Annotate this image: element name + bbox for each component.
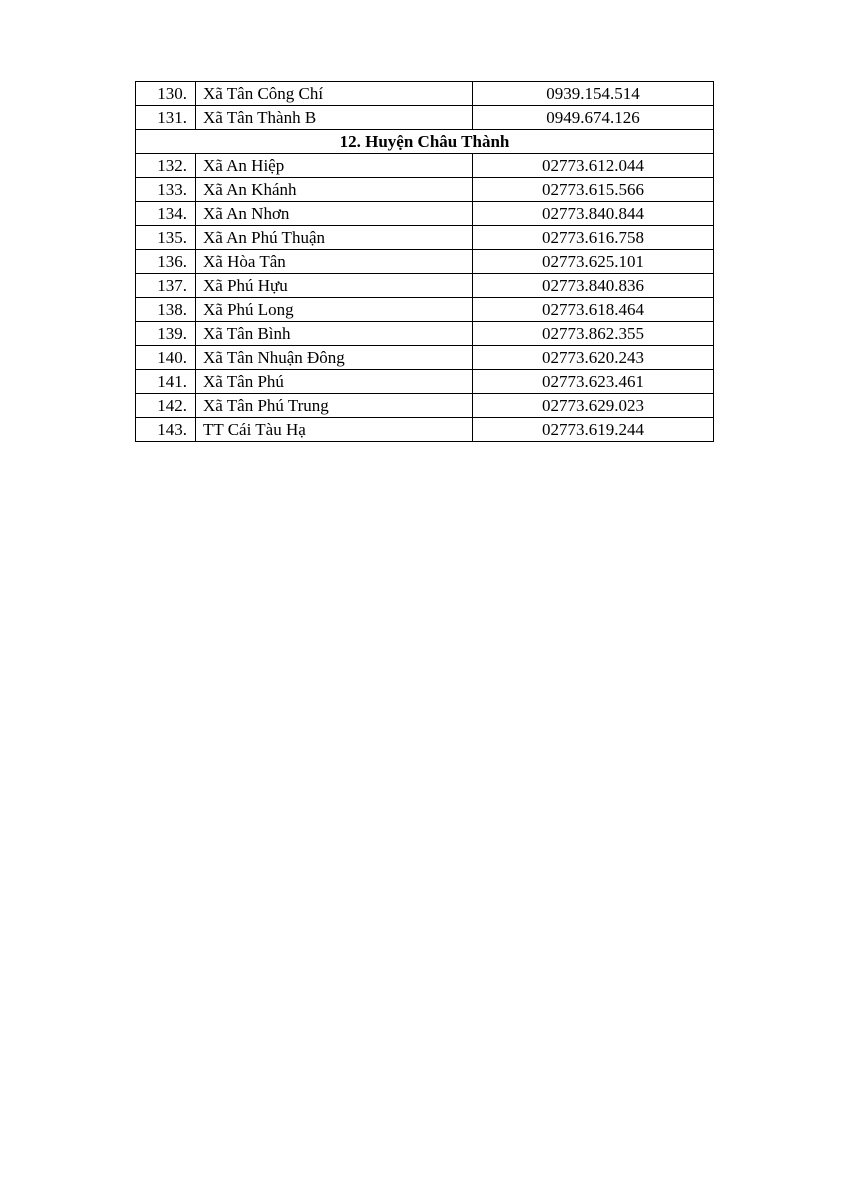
row-number: 133. bbox=[136, 178, 196, 202]
row-number: 132. bbox=[136, 154, 196, 178]
phone-number: 02773.616.758 bbox=[473, 226, 714, 250]
table-row bbox=[136, 178, 714, 202]
table-row bbox=[136, 250, 714, 274]
phone-number: 02773.625.101 bbox=[473, 250, 714, 274]
phone-number: 02773.615.566 bbox=[473, 178, 714, 202]
row-number: 136. bbox=[136, 250, 196, 274]
table-row bbox=[136, 82, 714, 106]
table-row bbox=[136, 106, 714, 130]
commune-name: Xã Tân Công Chí bbox=[196, 82, 473, 106]
phone-number: 02773.623.461 bbox=[473, 370, 714, 394]
row-number: 131. bbox=[136, 106, 196, 130]
phone-number: 02773.620.243 bbox=[473, 346, 714, 370]
table-row bbox=[136, 370, 714, 394]
commune-name: Xã Tân Phú Trung bbox=[196, 394, 473, 418]
commune-name: Xã An Phú Thuận bbox=[196, 226, 473, 250]
commune-name: Xã An Hiệp bbox=[196, 154, 473, 178]
table-row bbox=[136, 394, 714, 418]
table-row bbox=[136, 274, 714, 298]
phone-number: 02773.618.464 bbox=[473, 298, 714, 322]
phone-number: 02773.629.023 bbox=[473, 394, 714, 418]
row-number: 140. bbox=[136, 346, 196, 370]
contact-table bbox=[135, 81, 714, 442]
table-row bbox=[136, 226, 714, 250]
table-row bbox=[136, 154, 714, 178]
commune-name: Xã Hòa Tân bbox=[196, 250, 473, 274]
row-number: 139. bbox=[136, 322, 196, 346]
commune-name: Xã Tân Thành B bbox=[196, 106, 473, 130]
commune-name: Xã An Khánh bbox=[196, 178, 473, 202]
section-heading: 12. Huyện Châu Thành bbox=[136, 130, 714, 154]
phone-number: 0939.154.514 bbox=[473, 82, 714, 106]
row-number: 138. bbox=[136, 298, 196, 322]
section-row bbox=[136, 130, 714, 154]
row-number: 130. bbox=[136, 82, 196, 106]
commune-name: Xã Phú Hựu bbox=[196, 274, 473, 298]
commune-name: Xã Tân Phú bbox=[196, 370, 473, 394]
row-number: 134. bbox=[136, 202, 196, 226]
row-number: 143. bbox=[136, 418, 196, 442]
table-row bbox=[136, 418, 714, 442]
phone-number: 02773.840.836 bbox=[473, 274, 714, 298]
phone-number: 0949.674.126 bbox=[473, 106, 714, 130]
phone-number: 02773.619.244 bbox=[473, 418, 714, 442]
commune-name: Xã An Nhơn bbox=[196, 202, 473, 226]
phone-number: 02773.840.844 bbox=[473, 202, 714, 226]
table-row bbox=[136, 346, 714, 370]
table-row bbox=[136, 202, 714, 226]
row-number: 142. bbox=[136, 394, 196, 418]
commune-name: Xã Tân Bình bbox=[196, 322, 473, 346]
table-row bbox=[136, 322, 714, 346]
row-number: 141. bbox=[136, 370, 196, 394]
phone-number: 02773.862.355 bbox=[473, 322, 714, 346]
table-row bbox=[136, 298, 714, 322]
commune-name: Xã Tân Nhuận Đông bbox=[196, 346, 473, 370]
phone-number: 02773.612.044 bbox=[473, 154, 714, 178]
row-number: 135. bbox=[136, 226, 196, 250]
commune-name: TT Cái Tàu Hạ bbox=[196, 418, 473, 442]
commune-name: Xã Phú Long bbox=[196, 298, 473, 322]
row-number: 137. bbox=[136, 274, 196, 298]
